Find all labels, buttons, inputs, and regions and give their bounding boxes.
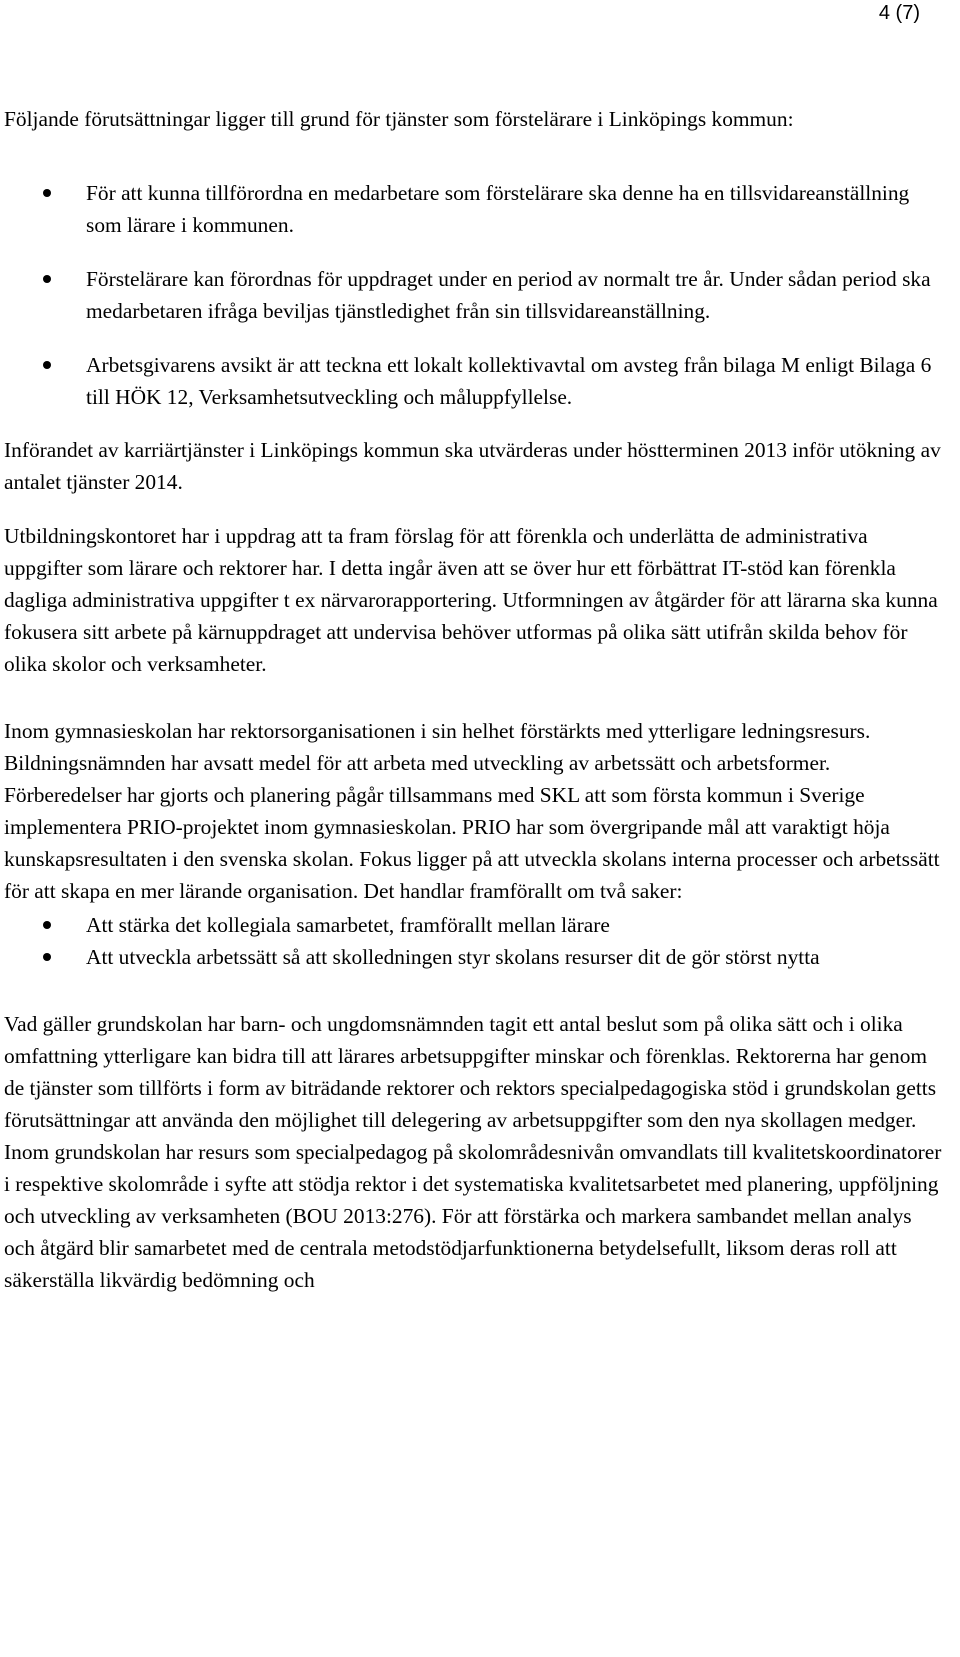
primary-school-paragraph: Vad gäller grundskolan har barn- och ungdomsnämnden tagit ett antal beslut som på olika sätt och i olika omfattning ytterligare kan bidra till att lärares arbetsuppgifter minskar och förenklas. Rektorerna har genom de tjänster som tillförts i form av biträdande rektorer och rektors specialpedagogiska stöd i grundskolan getts förutsättningar att använda den möjlighet till delegering av arbetsuppgifter som den nya skollagen medger. [4,1012,937,1132]
list-item: Förstelärare kan förordnas för uppdraget under en period av normalt tre år. Under sådan period ska medarbetaren ifråga beviljas tjänstledighet från sin tillsvidareanställning. [4,263,944,327]
page-number: 4 (7) [878,2,920,24]
list-item: För att kunna tillförordna en medarbetare som förstelärare ska denne ha en tillsvidareanställning som lärare i kommunen. [4,177,944,241]
document-body [4,103,944,1296]
upper-secondary-paragraph: Inom gymnasieskolan har rektorsorganisationen i sin helhet förstärkts med ytterligare ledningsresurs. Bildningsnämnden har avsatt medel för att arbeta med utveckling av arbetssätt och arbetsformer. Förberedelser har gjorts och planering pågår tillsammans med SKL att som första kommun i Sverige implementera PRIO-projektet inom gymnasieskolan. PRIO har som övergripande mål att varaktigt höja kunskapsresultaten i den svenska skolan. Fokus ligger på att utveckla skolans interna processer och arbetssätt för att skapa en mer lärande organisation. Det handlar framförallt om två saker: [4,719,940,903]
quality-coordinators-paragraph: Inom grundskolan har resurs som specialpedagog på skolområdesnivån omvandlats till kvalitetskoordinatorer i respektive skolområde i syfte att stödja rektor i det systematiska kvalitetsarbetet med planering, uppföljning och utveckling av verksamheten (BOU 2013:276). För att förstärka och markera sambandet mellan analys och åtgärd blir samarbetet med de centrala metodstödjarfunktionerna betydelsefullt, liksom deras roll att säkerställa likvärdig bedömning och [4,1140,942,1292]
education-office-paragraph: Utbildningskontoret har i uppdrag att ta fram förslag för att förenkla och underlätta de administrativa uppgifter som lärare och rektorer har. I detta ingår även att se över hur ett förbättrat IT-stöd kan förenkla dagliga administrativa uppgifter t ex närvarorapportering. Utformningen av åtgärder för att lärarna ska kunna fokusera sitt arbete på kärnuppdraget att undervisa behöver utformas på olika sätt utifrån skilda behov för olika skolor och verksamheter. [4,524,938,676]
prio-list [4,909,944,973]
list-item: Att stärka det kollegiala samarbetet, framförallt mellan lärare [4,909,944,941]
list-item: Arbetsgivarens avsikt är att teckna ett lokalt kollektivavtal om avsteg från bilaga M enligt Bilaga 6 till HÖK 12, Verksamhetsutveckling och måluppfyllelse. [4,349,944,413]
intro-paragraph: Följande förutsättningar ligger till grund för tjänster som förstelärare i Linköpings kommun: [4,107,794,131]
evaluation-paragraph: Införandet av karriärtjänster i Linköpings kommun ska utvärderas under höstterminen 2013 inför utökning av antalet tjänster 2014. [4,438,941,494]
list-item: Att utveckla arbetssätt så att skolledningen styr skolans resurser dit de gör störst nytta [4,941,944,973]
conditions-list [4,177,944,413]
